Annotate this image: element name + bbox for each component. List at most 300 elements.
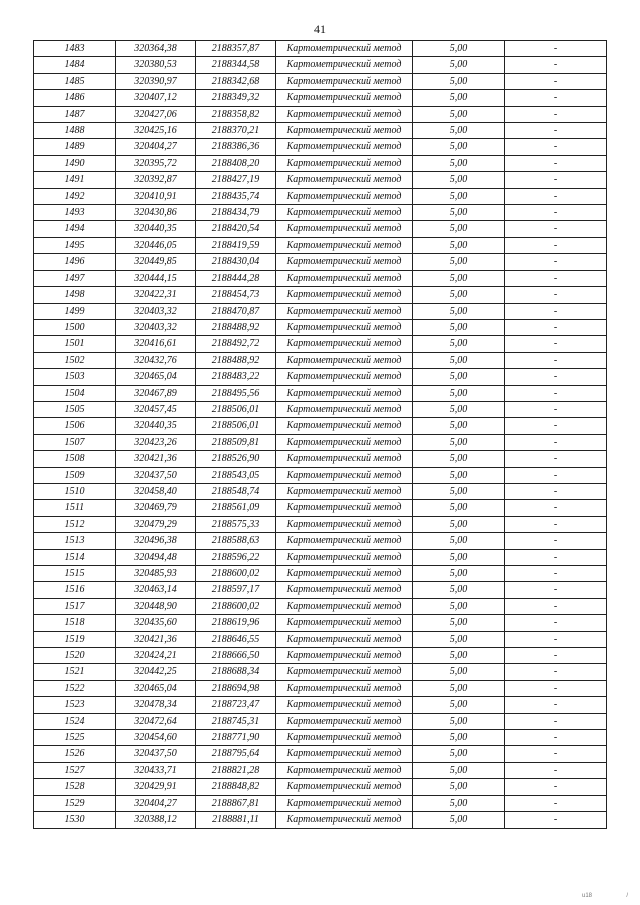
table-row — [34, 172, 607, 188]
accuracy-cell: 5,00 — [413, 57, 505, 73]
coordinates-table — [33, 40, 607, 829]
y-coordinate-cell: 2188600,02 — [196, 598, 276, 614]
accuracy-cell: 5,00 — [413, 155, 505, 171]
description-cell: - — [505, 106, 607, 122]
method-cell: Картометрический метод — [276, 779, 413, 795]
description-cell: - — [505, 90, 607, 106]
y-coordinate-cell: 2188506,01 — [196, 401, 276, 417]
method-cell: Картометрический метод — [276, 319, 413, 335]
y-coordinate-cell: 2188349,32 — [196, 90, 276, 106]
point-number-cell: 1484 — [34, 57, 116, 73]
x-coordinate-cell: 320432,76 — [116, 352, 196, 368]
y-coordinate-cell: 2188344,58 — [196, 57, 276, 73]
table-row — [34, 483, 607, 499]
method-cell: Картометрический метод — [276, 401, 413, 417]
accuracy-cell: 5,00 — [413, 762, 505, 778]
x-coordinate-cell: 320435,60 — [116, 615, 196, 631]
x-coordinate-cell: 320465,04 — [116, 369, 196, 385]
accuracy-cell: 5,00 — [413, 41, 505, 57]
description-cell: - — [505, 631, 607, 647]
point-number-cell: 1524 — [34, 713, 116, 729]
point-number-cell: 1510 — [34, 483, 116, 499]
accuracy-cell: 5,00 — [413, 139, 505, 155]
point-number-cell: 1497 — [34, 270, 116, 286]
method-cell: Картометрический метод — [276, 467, 413, 483]
method-cell: Картометрический метод — [276, 680, 413, 696]
x-coordinate-cell: 320427,06 — [116, 106, 196, 122]
table-row — [34, 369, 607, 385]
table-row — [34, 270, 607, 286]
accuracy-cell: 5,00 — [413, 418, 505, 434]
table-row — [34, 549, 607, 565]
method-cell: Картометрический метод — [276, 106, 413, 122]
method-cell: Картометрический метод — [276, 533, 413, 549]
description-cell: - — [505, 172, 607, 188]
table-row — [34, 41, 607, 57]
method-cell: Картометрический метод — [276, 566, 413, 582]
point-number-cell: 1498 — [34, 287, 116, 303]
table-row — [34, 401, 607, 417]
accuracy-cell: 5,00 — [413, 451, 505, 467]
description-cell: - — [505, 615, 607, 631]
method-cell: Картометрический метод — [276, 500, 413, 516]
y-coordinate-cell: 2188723,47 — [196, 697, 276, 713]
method-cell: Картометрический метод — [276, 123, 413, 139]
point-number-cell: 1507 — [34, 434, 116, 450]
point-number-cell: 1523 — [34, 697, 116, 713]
table-row — [34, 434, 607, 450]
description-cell: - — [505, 533, 607, 549]
description-cell: - — [505, 303, 607, 319]
point-number-cell: 1511 — [34, 500, 116, 516]
x-coordinate-cell: 320437,50 — [116, 467, 196, 483]
y-coordinate-cell: 2188444,28 — [196, 270, 276, 286]
x-coordinate-cell: 320392,87 — [116, 172, 196, 188]
y-coordinate-cell: 2188357,87 — [196, 41, 276, 57]
method-cell: Картометрический метод — [276, 631, 413, 647]
y-coordinate-cell: 2188492,72 — [196, 336, 276, 352]
point-number-cell: 1521 — [34, 664, 116, 680]
y-coordinate-cell: 2188483,22 — [196, 369, 276, 385]
point-number-cell: 1526 — [34, 746, 116, 762]
accuracy-cell: 5,00 — [413, 795, 505, 811]
y-coordinate-cell: 2188795,64 — [196, 746, 276, 762]
point-number-cell: 1492 — [34, 188, 116, 204]
table-row — [34, 205, 607, 221]
method-cell: Картометрический метод — [276, 795, 413, 811]
table-row — [34, 319, 607, 335]
x-coordinate-cell: 320425,16 — [116, 123, 196, 139]
point-number-cell: 1517 — [34, 598, 116, 614]
table-row — [34, 418, 607, 434]
description-cell: - — [505, 730, 607, 746]
table-row — [34, 385, 607, 401]
table-row — [34, 237, 607, 253]
point-number-cell: 1527 — [34, 762, 116, 778]
y-coordinate-cell: 2188430,04 — [196, 254, 276, 270]
accuracy-cell: 5,00 — [413, 516, 505, 532]
table-row — [34, 221, 607, 237]
accuracy-cell: 5,00 — [413, 385, 505, 401]
method-cell: Картометрический метод — [276, 762, 413, 778]
description-cell: - — [505, 254, 607, 270]
x-coordinate-cell: 320449,85 — [116, 254, 196, 270]
table-row — [34, 451, 607, 467]
accuracy-cell: 5,00 — [413, 319, 505, 335]
table-row — [34, 648, 607, 664]
method-cell: Картометрический метод — [276, 90, 413, 106]
y-coordinate-cell: 2188470,87 — [196, 303, 276, 319]
accuracy-cell: 5,00 — [413, 172, 505, 188]
description-cell: - — [505, 598, 607, 614]
y-coordinate-cell: 2188386,36 — [196, 139, 276, 155]
y-coordinate-cell: 2188596,22 — [196, 549, 276, 565]
description-cell: - — [505, 762, 607, 778]
accuracy-cell: 5,00 — [413, 664, 505, 680]
method-cell: Картометрический метод — [276, 434, 413, 450]
table-row — [34, 582, 607, 598]
table-row — [34, 533, 607, 549]
table-row — [34, 795, 607, 811]
description-cell: - — [505, 221, 607, 237]
accuracy-cell: 5,00 — [413, 697, 505, 713]
point-number-cell: 1487 — [34, 106, 116, 122]
point-number-cell: 1485 — [34, 73, 116, 89]
description-cell: - — [505, 451, 607, 467]
table-row — [34, 730, 607, 746]
x-coordinate-cell: 320458,40 — [116, 483, 196, 499]
description-cell: - — [505, 41, 607, 57]
point-number-cell: 1509 — [34, 467, 116, 483]
point-number-cell: 1505 — [34, 401, 116, 417]
point-number-cell: 1525 — [34, 730, 116, 746]
point-number-cell: 1504 — [34, 385, 116, 401]
table-row — [34, 746, 607, 762]
accuracy-cell: 5,00 — [413, 483, 505, 499]
point-number-cell: 1494 — [34, 221, 116, 237]
method-cell: Картометрический метод — [276, 483, 413, 499]
accuracy-cell: 5,00 — [413, 566, 505, 582]
x-coordinate-cell: 320421,36 — [116, 451, 196, 467]
point-number-cell: 1502 — [34, 352, 116, 368]
y-coordinate-cell: 2188646,55 — [196, 631, 276, 647]
point-number-cell: 1496 — [34, 254, 116, 270]
point-number-cell: 1520 — [34, 648, 116, 664]
accuracy-cell: 5,00 — [413, 352, 505, 368]
method-cell: Картометрический метод — [276, 155, 413, 171]
y-coordinate-cell: 2188666,50 — [196, 648, 276, 664]
point-number-cell: 1490 — [34, 155, 116, 171]
point-number-cell: 1516 — [34, 582, 116, 598]
table-row — [34, 123, 607, 139]
y-coordinate-cell: 2188575,33 — [196, 516, 276, 532]
x-coordinate-cell: 320395,72 — [116, 155, 196, 171]
description-cell: - — [505, 582, 607, 598]
table-row — [34, 615, 607, 631]
description-cell: - — [505, 746, 607, 762]
description-cell: - — [505, 139, 607, 155]
method-cell: Картометрический метод — [276, 385, 413, 401]
y-coordinate-cell: 2188848,82 — [196, 779, 276, 795]
x-coordinate-cell: 320444,15 — [116, 270, 196, 286]
method-cell: Картометрический метод — [276, 451, 413, 467]
x-coordinate-cell: 320457,45 — [116, 401, 196, 417]
description-cell: - — [505, 434, 607, 450]
description-cell: - — [505, 385, 607, 401]
table-row — [34, 73, 607, 89]
table-row — [34, 812, 607, 828]
method-cell: Картометрический метод — [276, 549, 413, 565]
table-row — [34, 779, 607, 795]
x-coordinate-cell: 320465,04 — [116, 680, 196, 696]
x-coordinate-cell: 320472,64 — [116, 713, 196, 729]
y-coordinate-cell: 2188543,05 — [196, 467, 276, 483]
method-cell: Картометрический метод — [276, 57, 413, 73]
x-coordinate-cell: 320429,91 — [116, 779, 196, 795]
point-number-cell: 1518 — [34, 615, 116, 631]
point-number-cell: 1519 — [34, 631, 116, 647]
accuracy-cell: 5,00 — [413, 336, 505, 352]
x-coordinate-cell: 320446,05 — [116, 237, 196, 253]
table-row — [34, 90, 607, 106]
accuracy-cell: 5,00 — [413, 303, 505, 319]
description-cell: - — [505, 812, 607, 828]
table-row — [34, 516, 607, 532]
point-number-cell: 1515 — [34, 566, 116, 582]
accuracy-cell: 5,00 — [413, 730, 505, 746]
x-coordinate-cell: 320404,27 — [116, 139, 196, 155]
description-cell: - — [505, 664, 607, 680]
y-coordinate-cell: 2188694,98 — [196, 680, 276, 696]
accuracy-cell: 5,00 — [413, 598, 505, 614]
description-cell: - — [505, 779, 607, 795]
description-cell: - — [505, 483, 607, 499]
x-coordinate-cell: 320478,34 — [116, 697, 196, 713]
accuracy-cell: 5,00 — [413, 123, 505, 139]
method-cell: Картометрический метод — [276, 369, 413, 385]
method-cell: Картометрический метод — [276, 254, 413, 270]
method-cell: Картометрический метод — [276, 812, 413, 828]
method-cell: Картометрический метод — [276, 582, 413, 598]
y-coordinate-cell: 2188506,01 — [196, 418, 276, 434]
accuracy-cell: 5,00 — [413, 467, 505, 483]
x-coordinate-cell: 320437,50 — [116, 746, 196, 762]
table-row — [34, 697, 607, 713]
page-number: 41 — [314, 22, 326, 36]
point-number-cell: 1508 — [34, 451, 116, 467]
method-cell: Картометрический метод — [276, 713, 413, 729]
point-number-cell: 1503 — [34, 369, 116, 385]
accuracy-cell: 5,00 — [413, 434, 505, 450]
x-coordinate-cell: 320467,89 — [116, 385, 196, 401]
method-cell: Картометрический метод — [276, 598, 413, 614]
x-coordinate-cell: 320423,26 — [116, 434, 196, 450]
y-coordinate-cell: 2188427,19 — [196, 172, 276, 188]
y-coordinate-cell: 2188408,20 — [196, 155, 276, 171]
description-cell: - — [505, 352, 607, 368]
x-coordinate-cell: 320416,61 — [116, 336, 196, 352]
accuracy-cell: 5,00 — [413, 713, 505, 729]
table-row — [34, 336, 607, 352]
method-cell: Картометрический метод — [276, 205, 413, 221]
accuracy-cell: 5,00 — [413, 582, 505, 598]
accuracy-cell: 5,00 — [413, 500, 505, 516]
x-coordinate-cell: 320390,97 — [116, 73, 196, 89]
description-cell: - — [505, 205, 607, 221]
x-coordinate-cell: 320430,86 — [116, 205, 196, 221]
description-cell: - — [505, 73, 607, 89]
description-cell: - — [505, 713, 607, 729]
accuracy-cell: 5,00 — [413, 533, 505, 549]
accuracy-cell: 5,00 — [413, 746, 505, 762]
method-cell: Картометрический метод — [276, 73, 413, 89]
table-row — [34, 664, 607, 680]
point-number-cell: 1489 — [34, 139, 116, 155]
y-coordinate-cell: 2188488,92 — [196, 319, 276, 335]
table-row — [34, 762, 607, 778]
point-number-cell: 1491 — [34, 172, 116, 188]
point-number-cell: 1495 — [34, 237, 116, 253]
method-cell: Картометрический метод — [276, 270, 413, 286]
method-cell: Картометрический метод — [276, 664, 413, 680]
description-cell: - — [505, 188, 607, 204]
point-number-cell: 1493 — [34, 205, 116, 221]
table-row — [34, 57, 607, 73]
table-row — [34, 680, 607, 696]
method-cell: Картометрический метод — [276, 516, 413, 532]
y-coordinate-cell: 2188619,96 — [196, 615, 276, 631]
description-cell: - — [505, 566, 607, 582]
method-cell: Картометрический метод — [276, 730, 413, 746]
table-row — [34, 106, 607, 122]
accuracy-cell: 5,00 — [413, 680, 505, 696]
accuracy-cell: 5,00 — [413, 401, 505, 417]
point-number-cell: 1512 — [34, 516, 116, 532]
accuracy-cell: 5,00 — [413, 648, 505, 664]
method-cell: Картометрический метод — [276, 697, 413, 713]
y-coordinate-cell: 2188548,74 — [196, 483, 276, 499]
method-cell: Картометрический метод — [276, 352, 413, 368]
point-number-cell: 1529 — [34, 795, 116, 811]
y-coordinate-cell: 2188454,73 — [196, 287, 276, 303]
x-coordinate-cell: 320494,48 — [116, 549, 196, 565]
y-coordinate-cell: 2188867,81 — [196, 795, 276, 811]
method-cell: Картометрический метод — [276, 237, 413, 253]
point-number-cell: 1488 — [34, 123, 116, 139]
x-coordinate-cell: 320454,60 — [116, 730, 196, 746]
x-coordinate-cell: 320404,27 — [116, 795, 196, 811]
x-coordinate-cell: 320388,12 — [116, 812, 196, 828]
method-cell: Картометрический метод — [276, 336, 413, 352]
description-cell: - — [505, 401, 607, 417]
method-cell: Картометрический метод — [276, 139, 413, 155]
method-cell: Картометрический метод — [276, 41, 413, 57]
method-cell: Картометрический метод — [276, 287, 413, 303]
point-number-cell: 1486 — [34, 90, 116, 106]
table-row — [34, 139, 607, 155]
method-cell: Картометрический метод — [276, 221, 413, 237]
point-number-cell: 1528 — [34, 779, 116, 795]
y-coordinate-cell: 2188370,21 — [196, 123, 276, 139]
accuracy-cell: 5,00 — [413, 188, 505, 204]
x-coordinate-cell: 320410,91 — [116, 188, 196, 204]
table-row — [34, 467, 607, 483]
accuracy-cell: 5,00 — [413, 90, 505, 106]
table-row — [34, 500, 607, 516]
y-coordinate-cell: 2188509,81 — [196, 434, 276, 450]
y-coordinate-cell: 2188821,28 — [196, 762, 276, 778]
description-cell: - — [505, 123, 607, 139]
point-number-cell: 1513 — [34, 533, 116, 549]
y-coordinate-cell: 2188600,02 — [196, 566, 276, 582]
y-coordinate-cell: 2188745,31 — [196, 713, 276, 729]
coordinates-table-body — [34, 41, 607, 829]
description-cell: - — [505, 155, 607, 171]
y-coordinate-cell: 2188358,82 — [196, 106, 276, 122]
x-coordinate-cell: 320364,38 — [116, 41, 196, 57]
description-cell: - — [505, 648, 607, 664]
accuracy-cell: 5,00 — [413, 287, 505, 303]
point-number-cell: 1530 — [34, 812, 116, 828]
description-cell: - — [505, 57, 607, 73]
x-coordinate-cell: 320407,12 — [116, 90, 196, 106]
table-row — [34, 631, 607, 647]
table-row — [34, 155, 607, 171]
accuracy-cell: 5,00 — [413, 106, 505, 122]
description-cell: - — [505, 418, 607, 434]
y-coordinate-cell: 2188488,92 — [196, 352, 276, 368]
description-cell: - — [505, 237, 607, 253]
description-cell: - — [505, 500, 607, 516]
description-cell: - — [505, 369, 607, 385]
x-coordinate-cell: 320442,25 — [116, 664, 196, 680]
description-cell: - — [505, 795, 607, 811]
method-cell: Картометрический метод — [276, 188, 413, 204]
x-coordinate-cell: 320380,53 — [116, 57, 196, 73]
y-coordinate-cell: 2188597,17 — [196, 582, 276, 598]
point-number-cell: 1522 — [34, 680, 116, 696]
x-coordinate-cell: 320463,14 — [116, 582, 196, 598]
y-coordinate-cell: 2188526,90 — [196, 451, 276, 467]
description-cell: - — [505, 319, 607, 335]
accuracy-cell: 5,00 — [413, 221, 505, 237]
y-coordinate-cell: 2188419,59 — [196, 237, 276, 253]
accuracy-cell: 5,00 — [413, 369, 505, 385]
accuracy-cell: 5,00 — [413, 812, 505, 828]
x-coordinate-cell: 320469,79 — [116, 500, 196, 516]
y-coordinate-cell: 2188771,90 — [196, 730, 276, 746]
method-cell: Картометрический метод — [276, 648, 413, 664]
y-coordinate-cell: 2188420,54 — [196, 221, 276, 237]
method-cell: Картометрический метод — [276, 172, 413, 188]
table-row — [34, 287, 607, 303]
x-coordinate-cell: 320422,31 — [116, 287, 196, 303]
x-coordinate-cell: 320496,38 — [116, 533, 196, 549]
description-cell: - — [505, 287, 607, 303]
x-coordinate-cell: 320440,35 — [116, 221, 196, 237]
x-coordinate-cell: 320403,32 — [116, 303, 196, 319]
method-cell: Картометрический метод — [276, 746, 413, 762]
accuracy-cell: 5,00 — [413, 205, 505, 221]
y-coordinate-cell: 2188495,56 — [196, 385, 276, 401]
x-coordinate-cell: 320485,93 — [116, 566, 196, 582]
description-cell: - — [505, 697, 607, 713]
point-number-cell: 1500 — [34, 319, 116, 335]
accuracy-cell: 5,00 — [413, 237, 505, 253]
method-cell: Картометрический метод — [276, 418, 413, 434]
y-coordinate-cell: 2188434,79 — [196, 205, 276, 221]
description-cell: - — [505, 336, 607, 352]
